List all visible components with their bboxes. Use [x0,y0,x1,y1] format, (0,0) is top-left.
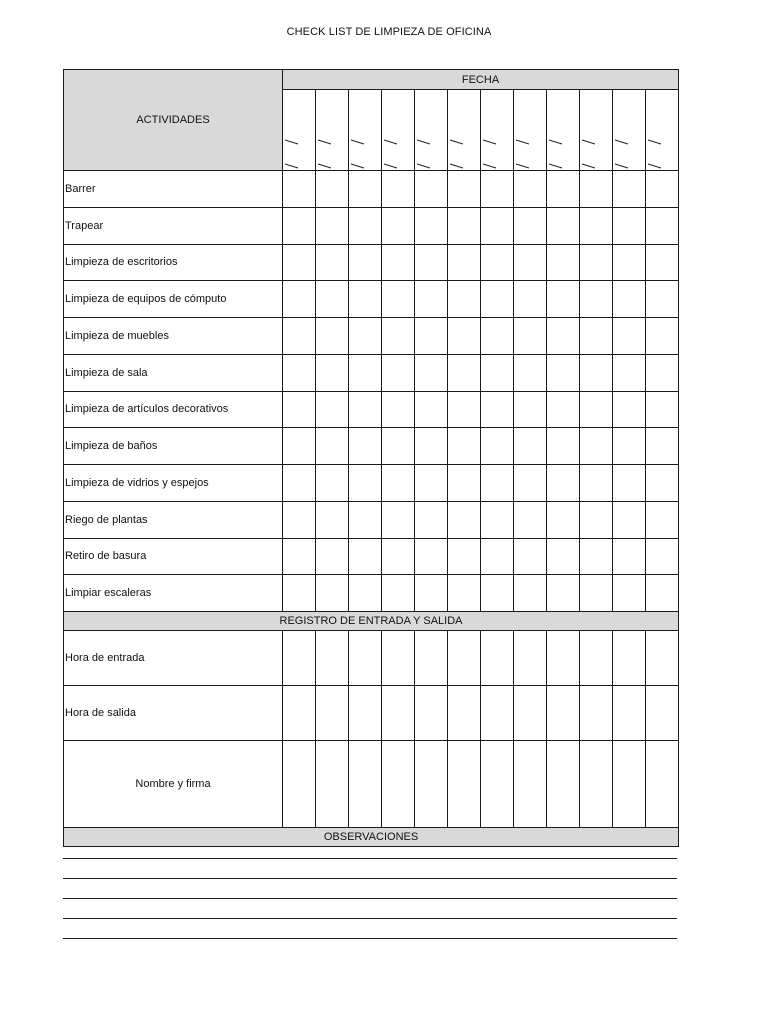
activity-row [64,575,679,612]
date-cell[interactable] [547,90,580,171]
check-cell[interactable] [514,686,547,741]
registro-section-header: REGISTRO DE ENTRADA Y SALIDA [64,612,679,631]
date-separator-mark [384,136,397,142]
activity-row [64,171,679,208]
date-separator-mark [483,160,496,166]
observation-line[interactable] [63,878,677,879]
date-separator-mark [351,160,364,166]
check-cell[interactable] [316,244,349,281]
date-cell[interactable] [580,90,613,171]
check-cell[interactable] [448,575,481,612]
check-cell[interactable] [382,538,415,575]
date-cell[interactable] [613,90,646,171]
firma-row-label: Nombre y firma [64,741,283,828]
check-cell[interactable] [283,501,316,538]
check-cell[interactable] [580,465,613,502]
activity-row [64,281,679,318]
check-cell[interactable] [283,244,316,281]
check-cell[interactable] [382,318,415,355]
check-cell[interactable] [646,281,679,318]
check-cell[interactable] [448,354,481,391]
date-cell[interactable] [382,90,415,171]
check-cell[interactable] [382,354,415,391]
check-cell[interactable] [613,318,646,355]
date-separator-mark [549,136,562,142]
check-cell[interactable] [415,354,448,391]
entrada-row-label: Hora de entrada [64,631,283,686]
check-cell[interactable] [349,686,382,741]
activity-row-label: Limpieza de vidrios y espejos [64,465,283,502]
check-cell[interactable] [547,631,580,686]
check-cell[interactable] [547,281,580,318]
check-cell[interactable] [349,244,382,281]
check-cell[interactable] [283,686,316,741]
date-cell[interactable] [646,90,679,171]
check-cell[interactable] [448,171,481,208]
activity-row [64,501,679,538]
check-cell[interactable] [481,741,514,828]
check-cell[interactable] [613,465,646,502]
check-cell[interactable] [547,575,580,612]
check-cell[interactable] [448,318,481,355]
salida-row [64,686,679,741]
check-cell[interactable] [514,391,547,428]
check-cell[interactable] [646,631,679,686]
date-cell[interactable] [349,90,382,171]
check-cell[interactable] [415,281,448,318]
check-cell[interactable] [481,171,514,208]
check-cell[interactable] [481,501,514,538]
check-cell[interactable] [580,244,613,281]
check-cell[interactable] [514,575,547,612]
check-cell[interactable] [283,631,316,686]
check-cell[interactable] [448,428,481,465]
check-cell[interactable] [481,465,514,502]
check-cell[interactable] [349,575,382,612]
check-cell[interactable] [316,171,349,208]
check-cell[interactable] [514,741,547,828]
check-cell[interactable] [613,501,646,538]
date-separator-mark [318,160,331,166]
check-cell[interactable] [481,686,514,741]
date-separator-mark [351,136,364,142]
activity-row [64,207,679,244]
check-cell[interactable] [316,465,349,502]
date-separator-mark [483,136,496,142]
date-cell[interactable] [415,90,448,171]
check-cell[interactable] [646,741,679,828]
check-cell[interactable] [580,207,613,244]
check-cell[interactable] [580,501,613,538]
check-cell[interactable] [349,741,382,828]
check-cell[interactable] [580,631,613,686]
check-cell[interactable] [382,281,415,318]
date-separator-mark [549,160,562,166]
check-cell[interactable] [514,428,547,465]
check-cell[interactable] [283,465,316,502]
check-cell[interactable] [547,538,580,575]
check-cell[interactable] [481,281,514,318]
check-cell[interactable] [481,391,514,428]
check-cell[interactable] [448,281,481,318]
check-cell[interactable] [580,281,613,318]
check-cell[interactable] [580,171,613,208]
check-cell[interactable] [283,318,316,355]
check-cell[interactable] [415,318,448,355]
check-cell[interactable] [514,501,547,538]
activity-row [64,318,679,355]
check-cell[interactable] [613,391,646,428]
date-separator-mark [648,136,661,142]
date-separator-mark [648,160,661,166]
check-cell[interactable] [613,354,646,391]
check-cell[interactable] [382,428,415,465]
check-cell[interactable] [646,428,679,465]
activity-row-label: Limpieza de equipos de cómputo [64,281,283,318]
activity-row [64,538,679,575]
activity-row-label: Riego de plantas [64,501,283,538]
activity-row [64,428,679,465]
check-cell[interactable] [580,354,613,391]
check-cell[interactable] [481,207,514,244]
check-cell[interactable] [283,281,316,318]
check-cell[interactable] [349,281,382,318]
check-cell[interactable] [283,741,316,828]
document-title: CHECK LIST DE LIMPIEZA DE OFICINA [286,26,492,38]
check-cell[interactable] [349,354,382,391]
check-cell[interactable] [481,318,514,355]
check-cell[interactable] [415,465,448,502]
observaciones-section-header-row [64,828,679,847]
check-cell[interactable] [349,207,382,244]
check-cell[interactable] [646,354,679,391]
check-cell[interactable] [382,171,415,208]
check-cell[interactable] [316,318,349,355]
date-cell[interactable] [448,90,481,171]
check-cell[interactable] [415,207,448,244]
date-separator-mark [582,136,595,142]
check-cell[interactable] [514,465,547,502]
check-cell[interactable] [580,318,613,355]
check-cell[interactable] [547,318,580,355]
check-cell[interactable] [514,318,547,355]
activity-row [64,391,679,428]
check-cell[interactable] [283,354,316,391]
date-separator-mark [417,136,430,142]
activity-row-label: Limpieza de escritorios [64,244,283,281]
check-cell[interactable] [580,391,613,428]
activity-row-label: Limpiar escaleras [64,575,283,612]
check-cell[interactable] [349,465,382,502]
date-separator-mark [417,160,430,166]
date-separator-mark [615,160,628,166]
check-cell[interactable] [349,631,382,686]
check-cell[interactable] [448,244,481,281]
entrada-row [64,631,679,686]
check-cell[interactable] [448,686,481,741]
firma-row [64,741,679,828]
date-separator-mark [582,160,595,166]
date-separator-mark [450,136,463,142]
check-cell[interactable] [646,207,679,244]
date-header: FECHA [283,70,679,90]
activity-row [64,465,679,502]
date-separator-mark [516,160,529,166]
observation-line[interactable] [63,898,677,899]
check-cell[interactable] [481,244,514,281]
check-cell[interactable] [646,686,679,741]
check-cell[interactable] [415,575,448,612]
activities-header: ACTIVIDADES [64,70,283,171]
check-cell[interactable] [448,741,481,828]
check-cell[interactable] [580,741,613,828]
check-cell[interactable] [415,171,448,208]
observation-line[interactable] [63,858,677,859]
check-cell[interactable] [646,575,679,612]
check-cell[interactable] [448,207,481,244]
check-cell[interactable] [382,686,415,741]
activity-row-label: Barrer [64,171,283,208]
check-cell[interactable] [316,428,349,465]
check-cell[interactable] [349,391,382,428]
check-cell[interactable] [448,465,481,502]
salida-row-label: Hora de salida [64,686,283,741]
check-cell[interactable] [547,207,580,244]
check-cell[interactable] [514,281,547,318]
check-cell[interactable] [349,428,382,465]
check-cell[interactable] [481,575,514,612]
observations-lines [63,858,677,958]
date-separator-mark [516,136,529,142]
check-cell[interactable] [580,538,613,575]
check-cell[interactable] [316,575,349,612]
check-cell[interactable] [415,501,448,538]
date-cell[interactable] [514,90,547,171]
check-cell[interactable] [415,741,448,828]
check-cell[interactable] [613,538,646,575]
date-cell[interactable] [283,90,316,171]
check-cell[interactable] [349,501,382,538]
check-cell[interactable] [547,244,580,281]
activity-row-label: Limpieza de sala [64,354,283,391]
check-cell[interactable] [349,318,382,355]
activity-row-label: Limpieza de baños [64,428,283,465]
check-cell[interactable] [316,391,349,428]
checklist-table [63,69,679,847]
check-cell[interactable] [316,501,349,538]
activity-row-label: Retiro de basura [64,538,283,575]
observation-line[interactable] [63,938,677,939]
check-cell[interactable] [646,244,679,281]
check-cell[interactable] [283,575,316,612]
check-cell[interactable] [547,501,580,538]
check-cell[interactable] [514,538,547,575]
check-cell[interactable] [514,631,547,686]
check-cell[interactable] [481,354,514,391]
check-cell[interactable] [547,171,580,208]
activity-row [64,354,679,391]
check-cell[interactable] [580,575,613,612]
check-cell[interactable] [283,391,316,428]
check-cell[interactable] [316,538,349,575]
check-cell[interactable] [316,207,349,244]
check-cell[interactable] [547,686,580,741]
check-cell[interactable] [316,741,349,828]
check-cell[interactable] [547,428,580,465]
check-cell[interactable] [613,171,646,208]
date-separator-mark [384,160,397,166]
check-cell[interactable] [382,244,415,281]
registro-section-header-row [64,612,679,631]
check-cell[interactable] [415,631,448,686]
check-cell[interactable] [349,171,382,208]
activity-row [64,244,679,281]
check-cell[interactable] [646,318,679,355]
date-cell[interactable] [316,90,349,171]
check-cell[interactable] [514,171,547,208]
check-cell[interactable] [382,575,415,612]
check-cell[interactable] [547,354,580,391]
date-separator-mark [318,136,331,142]
check-cell[interactable] [646,501,679,538]
activity-row-label: Trapear [64,207,283,244]
check-cell[interactable] [448,631,481,686]
check-cell[interactable] [448,391,481,428]
check-cell[interactable] [481,538,514,575]
check-cell[interactable] [415,428,448,465]
check-cell[interactable] [415,391,448,428]
check-cell[interactable] [613,207,646,244]
check-cell[interactable] [316,281,349,318]
check-cell[interactable] [382,741,415,828]
check-cell[interactable] [613,281,646,318]
check-cell[interactable] [580,686,613,741]
check-cell[interactable] [580,428,613,465]
check-cell[interactable] [613,741,646,828]
check-cell[interactable] [613,686,646,741]
check-cell[interactable] [415,244,448,281]
check-cell[interactable] [547,391,580,428]
check-cell[interactable] [382,465,415,502]
date-separator-mark [450,160,463,166]
check-cell[interactable] [415,686,448,741]
date-separator-mark [615,136,628,142]
check-cell[interactable] [448,501,481,538]
activity-row-label: Limpieza de muebles [64,318,283,355]
check-cell[interactable] [283,428,316,465]
observation-line[interactable] [63,918,677,919]
check-cell[interactable] [481,428,514,465]
check-cell[interactable] [283,171,316,208]
check-cell[interactable] [547,741,580,828]
check-cell[interactable] [646,538,679,575]
check-cell[interactable] [382,501,415,538]
date-separator-mark [285,136,298,142]
check-cell[interactable] [514,244,547,281]
check-cell[interactable] [646,391,679,428]
check-cell[interactable] [283,538,316,575]
check-cell[interactable] [514,207,547,244]
check-cell[interactable] [448,538,481,575]
check-cell[interactable] [382,391,415,428]
check-cell[interactable] [613,575,646,612]
check-cell[interactable] [382,631,415,686]
activity-row-label: Limpieza de artículos decorativos [64,391,283,428]
header-row [64,70,679,90]
check-cell[interactable] [547,465,580,502]
date-cell[interactable] [481,90,514,171]
check-cell[interactable] [646,171,679,208]
check-cell[interactable] [613,244,646,281]
check-cell[interactable] [613,631,646,686]
check-cell[interactable] [613,428,646,465]
check-cell[interactable] [316,354,349,391]
date-separator-mark [285,160,298,166]
check-cell[interactable] [283,207,316,244]
check-cell[interactable] [514,354,547,391]
check-cell[interactable] [349,538,382,575]
check-cell[interactable] [646,465,679,502]
check-cell[interactable] [316,686,349,741]
check-cell[interactable] [481,631,514,686]
observaciones-section-header: OBSERVACIONES [64,828,679,847]
check-cell[interactable] [415,538,448,575]
check-cell[interactable] [382,207,415,244]
check-cell[interactable] [316,631,349,686]
